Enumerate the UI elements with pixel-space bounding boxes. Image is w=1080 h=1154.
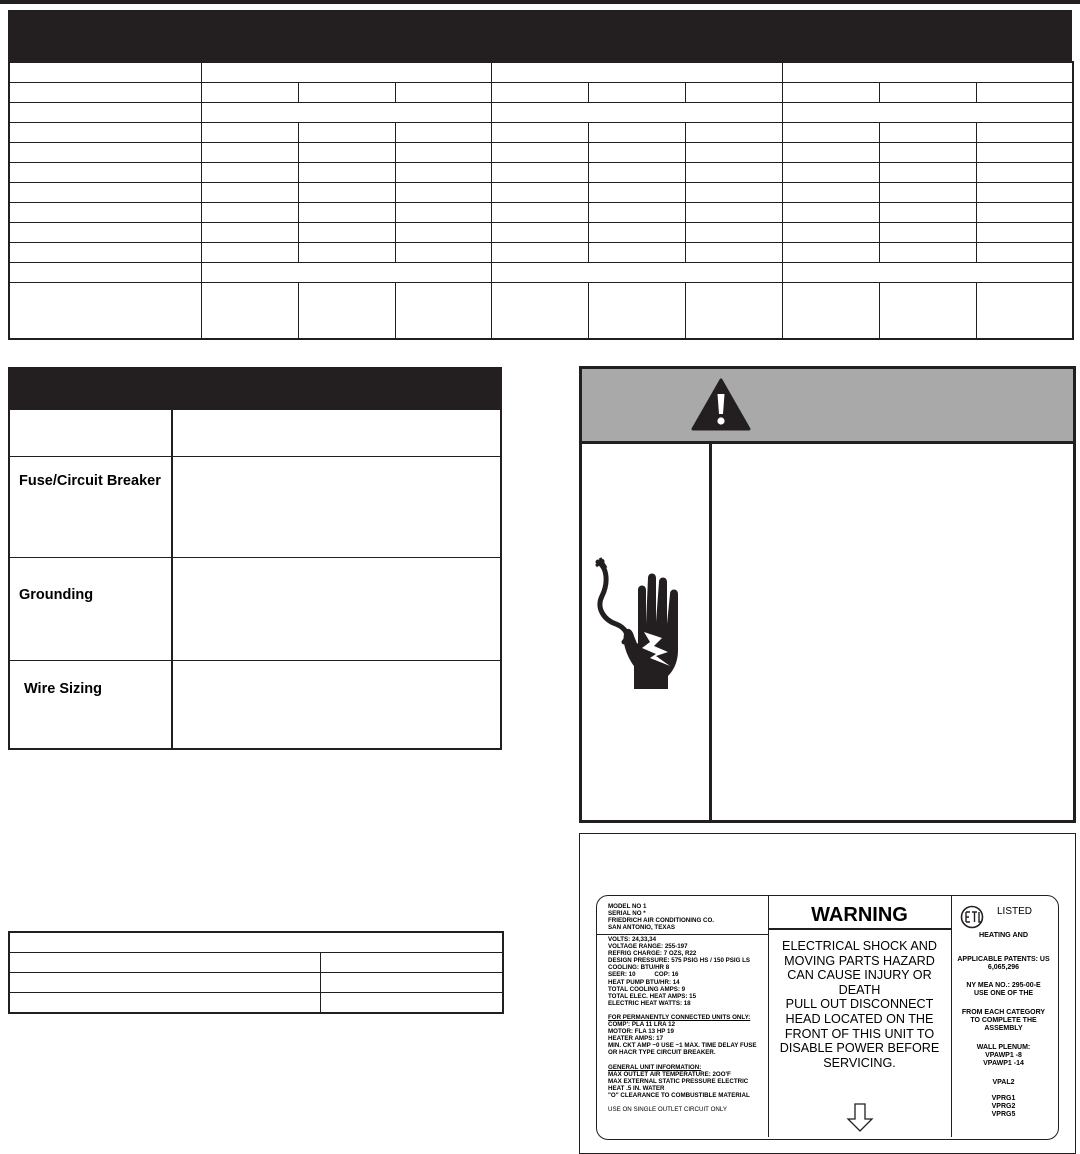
spec-row bbox=[9, 283, 1073, 340]
spec-table bbox=[8, 61, 1074, 340]
rating-plate-certification: LISTED HEATING AND APPLICABLE PATENTS: US 6,065,296 NY MEA NO.: 295-00-E USE ONE OF THE FROM EACH CATEGORY TO COMPLETE THE ASSEMBLY WALL PLENUM: VPAWP1 -8 VPAWP1 -14 VPAL2 VPRG1 VPRG2 VPRG5 bbox=[951, 896, 1056, 1137]
electrical-table-header bbox=[8, 367, 502, 410]
wall-plenum-list: WALL PLENUM: VPAWP1 -8 VPAWP1 -14 bbox=[976, 1044, 1031, 1068]
spec-row bbox=[9, 143, 1073, 163]
rating-plate-info bbox=[597, 896, 769, 1137]
spec-row bbox=[9, 123, 1073, 143]
unit-label-box bbox=[579, 833, 1076, 1154]
electrical-row bbox=[10, 557, 500, 661]
warning-text: ELECTRICAL SHOCK AND MOVING PARTS HAZARD CAN CAUSE INJURY OR DEATH PULL OUT DISCONNECT HEAD LOCATED ON THE FRONT OF THIS UNIT TO DISABLE POWER BEFORE SERVICING. bbox=[779, 939, 940, 1070]
accessory-row bbox=[9, 953, 503, 973]
spec-row bbox=[9, 163, 1073, 183]
spec-table-header bbox=[8, 10, 1072, 61]
ny-mea-text: NY MEA NO.: 295-00-E USE ONE OF THE bbox=[966, 982, 1041, 998]
permanent-connection-heading: FOR PERMANENTLY CONNECTED UNITS ONLY: bbox=[608, 1013, 751, 1021]
warning-triangle-icon bbox=[691, 378, 751, 431]
accessory-table bbox=[8, 931, 504, 1014]
accessory-row bbox=[9, 932, 503, 953]
spec-row bbox=[9, 223, 1073, 243]
electrical-row bbox=[10, 410, 500, 457]
spec-row bbox=[9, 83, 1073, 103]
top-rule bbox=[0, 0, 1080, 4]
warning-box bbox=[579, 366, 1076, 823]
rating-plate-spec-lines: MODEL NO 1 SERIAL NO * FRIEDRICH AIR CONDITIONING CO. SAN ANTONIO, TEXAS bbox=[608, 903, 714, 932]
electrical-row bbox=[10, 456, 500, 558]
patents-text: APPLICABLE PATENTS: US 6,065,296 bbox=[957, 956, 1050, 972]
electrical-row-label: Wire Sizing bbox=[24, 681, 103, 697]
warning-rule bbox=[768, 928, 951, 930]
rating-plate bbox=[596, 895, 1059, 1140]
etl-listed-logo-icon bbox=[959, 905, 987, 929]
electrical-table bbox=[8, 410, 502, 750]
spec-row bbox=[9, 103, 1073, 123]
single-outlet-note: USE ON SINGLE OUTLET CIRCUIT ONLY bbox=[608, 1105, 727, 1113]
electrical-row bbox=[10, 660, 500, 748]
rating-plate-spec-lines: VOLTS: 24,33,34 VOLTAGE RANGE: 255-197 REFRIG CHARGE: 7 OZS, R22 DESIGN PRESSURE: 575 PSIG HS / 150 PSIG LS COOLING: BTU/HR 8 SEER: 10 COP: 16 HEAT PUMP BTU/HR: 14 TOTAL COOLING AMPS: 9 TOTAL ELEC. HEAT AMPS: 15 ELECTRIC HEAT WATTS: 18 FOR PERMANENTLY CONNECTED UNITS ONLY: COMP': PLA 11 LRA 12 MOTOR: FLA 13 HP 19 HEATER AMPS: 17 MIN. CKT AMP ~0 USE ~1 MAX. TIME DELAY FUSE OR HACR TYPE CIRCUIT BREAKER. GENERAL UNIT INFORMATION: MAX OUTLET AIR TEMPERATURE: 2OO'F MAX EXTERNAL STATIC PRESSURE ELECTRIC HEAT .5 IN. WATER "O" CLEARANCE TO COMBUSTIBLE MATERIAL USE ON SINGLE OUTLET CIRCUIT ONLY bbox=[608, 936, 757, 1113]
electrical-shock-hand-icon bbox=[594, 554, 694, 694]
spec-row bbox=[9, 62, 1073, 83]
electrical-row-label: Fuse/Circuit Breaker bbox=[19, 473, 161, 489]
accessory-row bbox=[9, 973, 503, 993]
down-arrow-icon bbox=[846, 1103, 874, 1133]
warning-header bbox=[582, 369, 1073, 444]
vpal-text: VPAL2 bbox=[992, 1079, 1015, 1086]
spec-row bbox=[9, 263, 1073, 283]
general-info-heading: GENERAL UNIT INFORMATION: bbox=[608, 1063, 702, 1071]
listed-label: LISTED bbox=[997, 906, 1033, 917]
spec-row bbox=[9, 183, 1073, 203]
rating-plate-warning bbox=[768, 896, 952, 1137]
spec-row bbox=[9, 243, 1073, 263]
warning-title: WARNING bbox=[811, 904, 908, 926]
warning-column-divider bbox=[709, 444, 712, 820]
accessory-row bbox=[9, 993, 503, 1014]
category-text: FROM EACH CATEGORY TO COMPLETE THE ASSEMBLY bbox=[961, 1009, 1046, 1033]
spec-row bbox=[9, 203, 1073, 223]
electrical-row-label: Grounding bbox=[19, 587, 94, 603]
vprg-list: VPRG1 VPRG2 VPRG5 bbox=[991, 1095, 1016, 1119]
